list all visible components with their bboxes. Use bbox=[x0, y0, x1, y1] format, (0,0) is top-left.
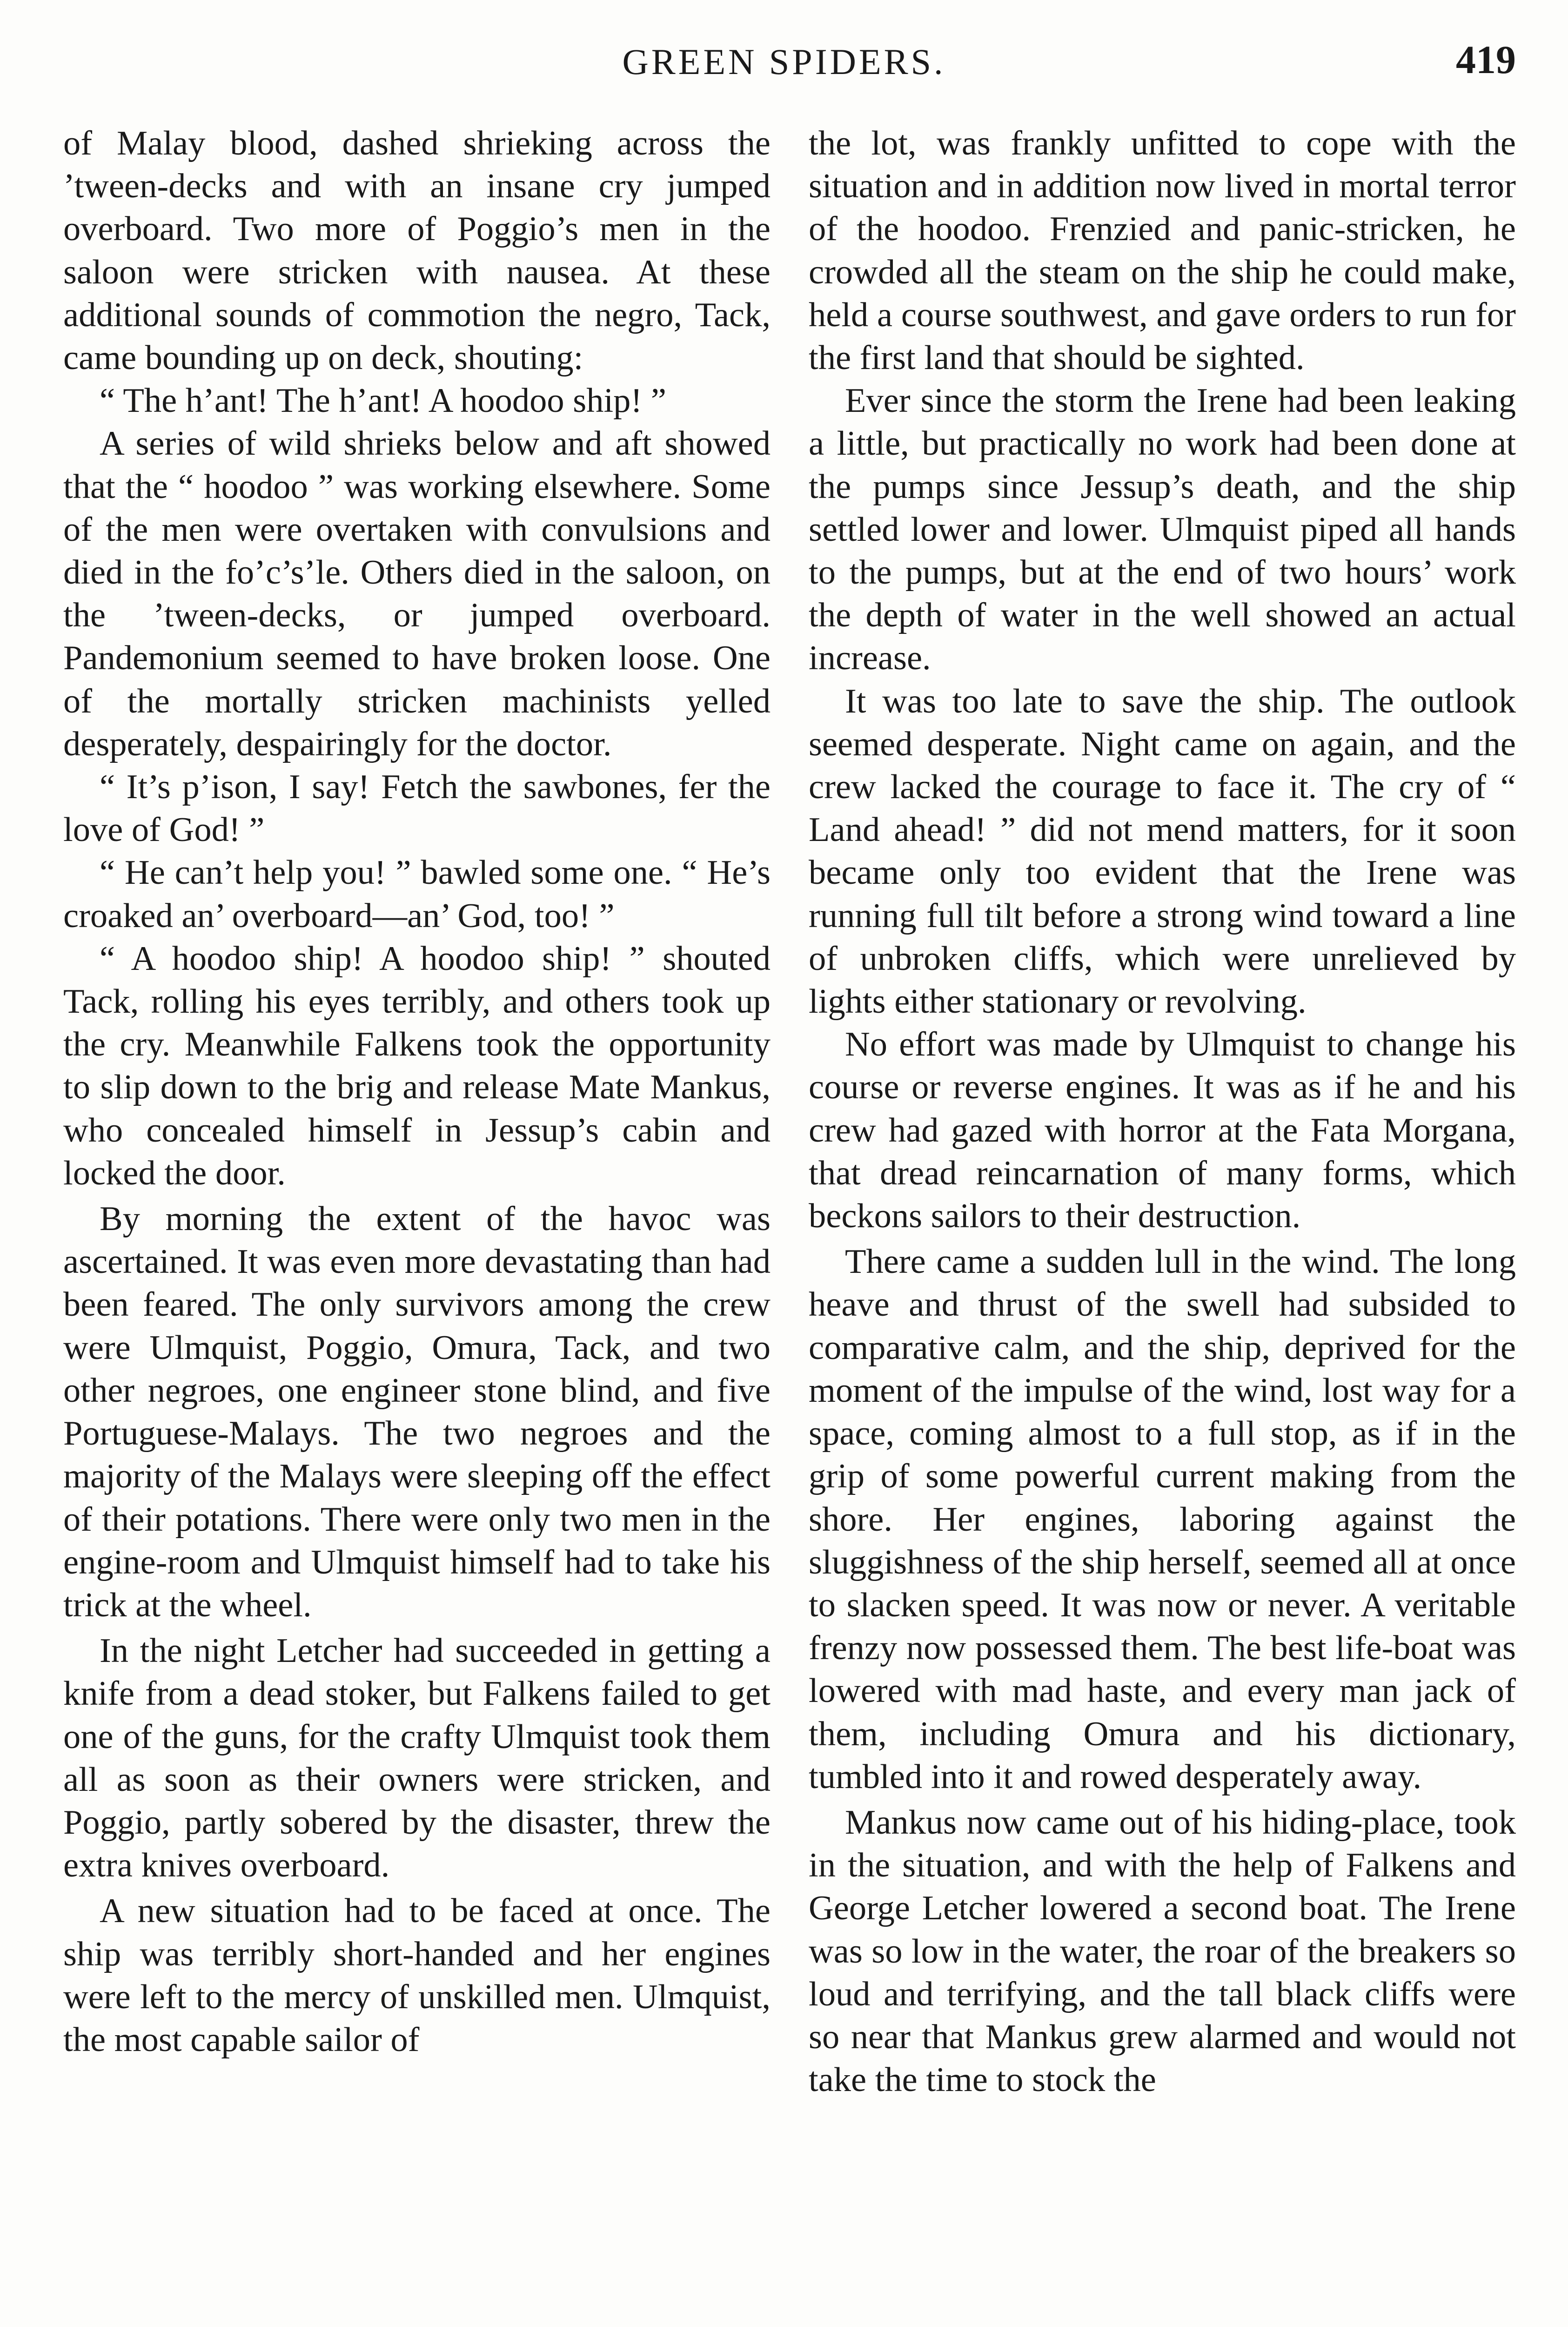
paragraph: “ It’s p’ison, I say! Fetch the sawbones, fer the love of God! ” bbox=[63, 768, 771, 849]
paragraph: “ He can’t help you! ” bawled some one. “ He’s croaked an’ overboard—an’ God, too! ” bbox=[63, 854, 771, 935]
paragraph: It was too late to save the ship. The outlook seemed desperate. Night came on again, and the crew lacked the courage to face it. The cry of “ Land ahead! ” did not mend matters, for it soon became only too evident that the Irene was running full tilt before a strong wind toward a line of unbroken cliffs, which were unrelieved by lights either stationary or revolving. bbox=[809, 682, 1516, 1021]
paragraph: Ever since the storm the Irene had been leaking a little, but practically no work had been done at the pumps since Jessup’s death, and the ship settled lower and lower. Ulmquist piped all hands to the pumps, but at the end of two hours’ work the depth of water in the well showed an actual increase. bbox=[809, 382, 1516, 678]
page-number: 419 bbox=[1456, 37, 1516, 82]
paragraph: A new situation had to be faced at once. The ship was terribly short-handed and her engines were left to the mercy of unskilled men. Ulmquist, the most capable sailor of bbox=[63, 1892, 771, 2059]
paragraph: By morning the extent of the havoc was ascertained. It was even more devastating than had been feared. The only survivors among the crew were Ulmquist, Poggio, Omura, Tack, and two other negroes, one engineer stone blind, and five Portuguese-Malays. The two negroes and the majority of the Malays were sleeping off the effect of their potations. There were only two men in the engine-room and Ulmquist himself had to take his trick at the wheel. bbox=[63, 1200, 771, 1624]
paragraph: There came a sudden lull in the wind. The long heave and thrust of the swell had subsided to comparative calm, and the ship, deprived for the moment of the impulse of the wind, lost way for a space, coming almost to a full stop, as if in the grip of some powerful current making from the shore. Her engines, laboring against the sluggishness of the ship herself, seemed all at once to slacken speed. It was now or never. A veritable frenzy now possessed them. The best life-boat was lowered with mad haste, and every man jack of them, including Omura and his dictionary, tumbled into it and rowed desperately away. bbox=[809, 1243, 1516, 1796]
paragraph: No effort was made by Ulmquist to change his course or reverse engines. It was as if he and his crew had gazed with horror at the Fata Morgana, that dread reincarnation of many forms, which beckons sailors to their destruction. bbox=[809, 1025, 1516, 1236]
right-column bbox=[809, 122, 1516, 2101]
paragraph: of Malay blood, dashed shrieking across the ’tween-decks and with an insane cry jumped overboard. Two more of Poggio’s men in the saloon were stricken with nausea. At these additional sounds of commotion the negro, Tack, came bounding up on deck, shouting: bbox=[63, 124, 771, 377]
left-column bbox=[63, 122, 771, 2061]
paragraph: “ A hoodoo ship! A hoodoo ship! ” shouted Tack, rolling his eyes terribly, and others took up the cry. Meanwhile Falkens took the opportunity to slip down to the brig and release Mate Mankus, who concealed himself in Jessup’s cabin and locked the door. bbox=[63, 939, 771, 1192]
paragraph: A series of wild shrieks below and aft showed that the “ hoodoo ” was working elsewhere. Some of the men were overtaken with convulsions and died in the fo’c’s’le. Others died in the saloon, on the ’tween-decks, or jumped overboard. Pandemonium seemed to have broken loose. One of the mortally stricken machinists yelled desperately, despairingly for the doctor. bbox=[63, 424, 771, 763]
running-head bbox=[0, 36, 1568, 92]
paragraph: the lot, was frankly unfitted to cope with the situation and in addition now lived in mortal terror of the hoodoo. Frenzied and panic-stricken, he crowded all the steam on the ship he could make, held a course southwest, and gave orders to run for the first land that should be sighted. bbox=[809, 124, 1516, 377]
paragraph: In the night Letcher had succeeded in getting a knife from a dead stoker, but Falkens failed to get one of the guns, for the crafty Ulmquist took them all as soon as their owners were stricken, and Poggio, partly sobered by the disaster, threw the extra knives overboard. bbox=[63, 1632, 771, 1885]
paragraph: “ The h’ant! The h’ant! A hoodoo ship! ” bbox=[100, 382, 666, 420]
running-title: GREEN SPIDERS. bbox=[622, 41, 946, 82]
paragraph: Mankus now came out of his hiding-place, took in the situation, and with the help of Falkens and George Letcher lowered a second boat. The Irene was so low in the water, the roar of the breakers so loud and terrifying, and the tall black cliffs were so near that Mankus grew alarmed and would not take the time to stock the bbox=[809, 1803, 1516, 2099]
